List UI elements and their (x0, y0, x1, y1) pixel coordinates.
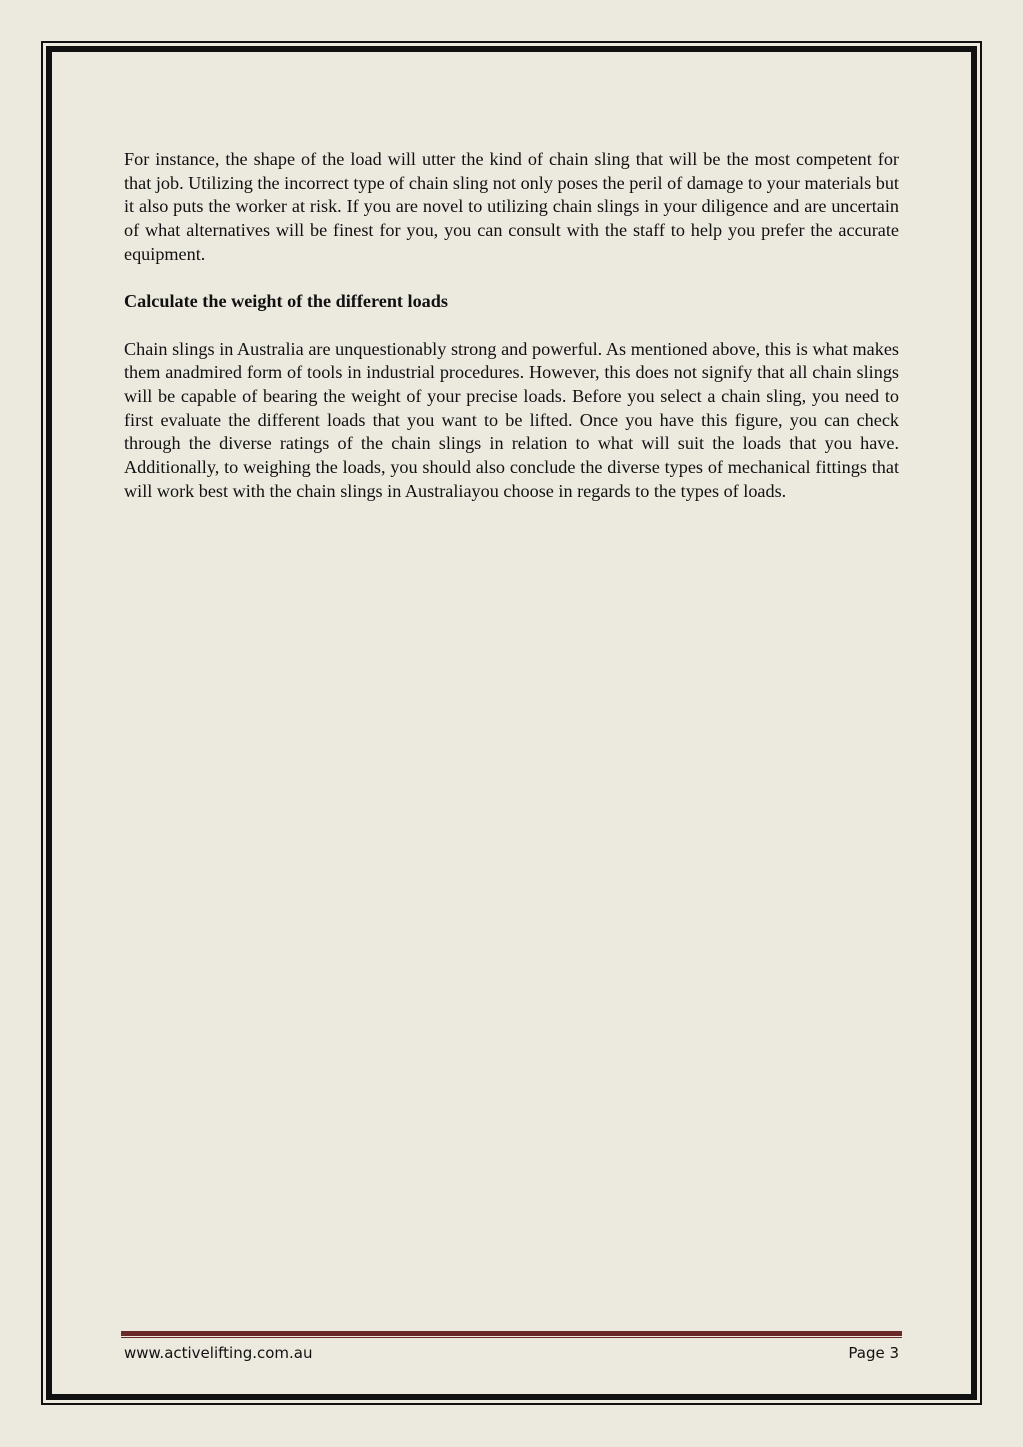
footer-divider-thin (121, 1337, 902, 1338)
body-paragraph-2: Chain slings in Australia are unquestionably strong and powerful. As mentioned above, this is what makes them anadmired form of tools in industrial procedures. However, this does not signify that all chain slings will be capable of bearing the weight of your precise loads. Before you select a chain sling, you need to first evaluate the different loads that you want to be lifted. Once you have this figure, you can check through the diverse ratings of the chain slings in relation to what will suit the loads that you have. Additionally, to weighing the loads, you should also conclude the diverse types of mechanical fittings that will work best with the chain slings in Australiayou choose in regards to the types of loads. (124, 338, 899, 501)
section-heading: Calculate the weight of the different loads (124, 291, 448, 312)
body-paragraph-1: For instance, the shape of the load will utter the kind of chain sling that will be the most competent for that job. Utilizing the incorrect type of chain sling not only poses the peril of damage to your materials but it also puts the worker at risk. If you are novel to utilizing chain slings in your diligence and are uncertain of what alternatives will be finest for you, you can consult with the staff to help you prefer the accurate equipment. (124, 149, 899, 264)
footer-website: www.activelifting.com.au (124, 1344, 313, 1362)
document-body (124, 148, 899, 527)
footer-divider (121, 1331, 902, 1336)
page-number: Page 3 (848, 1344, 899, 1362)
page-footer (124, 1342, 899, 1364)
